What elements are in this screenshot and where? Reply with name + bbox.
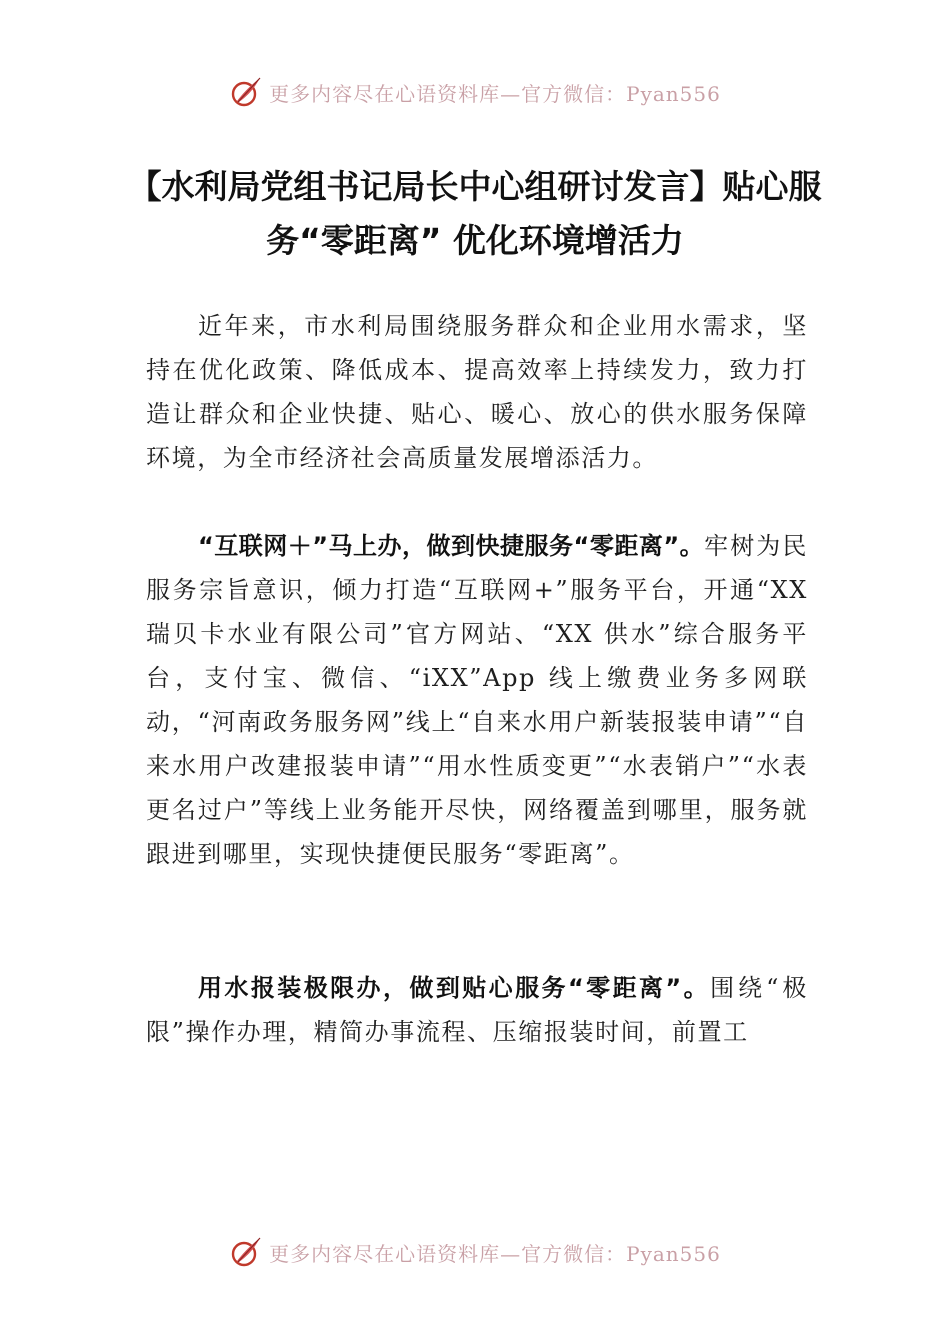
paragraph-body: 围绕“极限”操作办理，精简办事流程、压缩报装时间，前置工	[146, 974, 809, 1046]
header-watermark	[0, 72, 950, 112]
document-title: 【水利局党组书记局长中心组研讨发言】贴心服务“零距离” 优化环境增活力	[128, 167, 822, 260]
watermark-text: 更多内容尽在心语资料库—官方微信：Pyan556	[269, 1241, 721, 1266]
paragraph-internet-plus	[146, 524, 808, 876]
paragraph-body: 牢树为民服务宗旨意识，倾力打造“互联网+”服务平台，开通“XX 瑞贝卡水业有限公司”官方网站、“XX 供水”综合服务平台，支付宝、微信、“iXX”App 线上缴费业务多网联动，“河南政务服务网”线上“自来水用户新装报装申请”“自来水用户改建报装申请”“用水性质变更”“水表销户”“水表更名过户”等线上业务能开尽快，网络覆盖到哪里，服务就跟进到哪里，实现快捷便民服务“零距离”。	[146, 532, 808, 868]
watermark-text: 更多内容尽在心语资料库—官方微信：Pyan556	[269, 81, 721, 106]
paragraph-body: 近年来，市水利局围绕服务群众和企业用水需求，坚持在优化政策、降低成本、提高效率上持续发力，致力打造让群众和企业快捷、贴心、暖心、放心的供水服务保障环境，为全市经济社会高质量发展增添活力。	[146, 312, 808, 472]
paragraph-intro	[146, 304, 808, 480]
footer-watermark	[0, 1232, 950, 1272]
feather-pen-icon	[229, 1235, 263, 1269]
paragraph-lead: “互联网＋”马上办，做到快捷服务“零距离”。	[198, 532, 705, 560]
paragraph-water-installation	[146, 966, 808, 1054]
paragraph-lead: 用水报装极限办，做到贴心服务“零距离”。	[198, 974, 711, 1002]
feather-pen-icon	[229, 75, 263, 109]
